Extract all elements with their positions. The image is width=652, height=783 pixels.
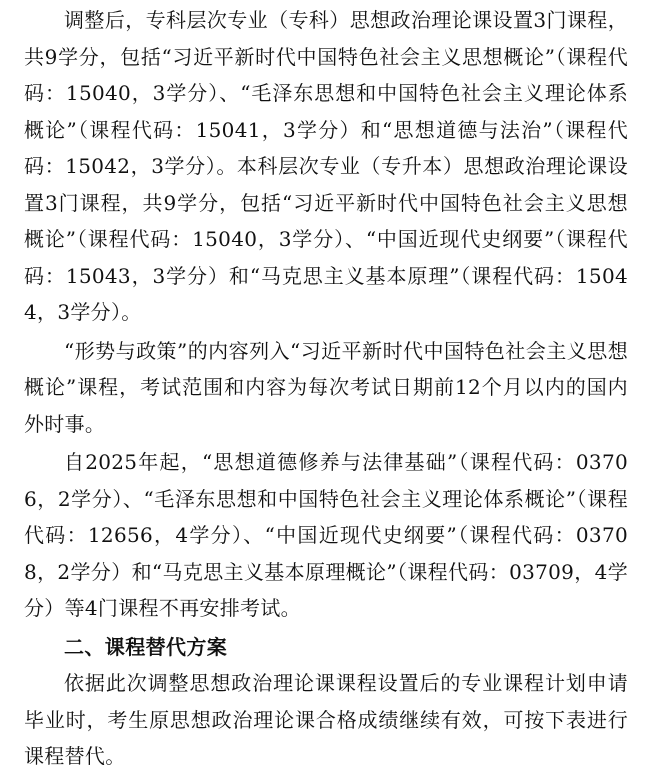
section-heading: 二、课程替代方案: [64, 634, 228, 659]
paragraph-situation-policy: “形势与政策”的内容列入“习近平新时代中国特色社会主义思想概论”课程，考试范围和内容为每次考试日期前12个月以内的国内外时事。: [24, 338, 628, 436]
document-body: [24, 2, 628, 777]
paragraph-discontinued-courses: 自2025年起，“思想道德修养与法律基础”（课程代码：03706，2学分）、“毛泽东思想和中国特色社会主义理论体系概论”（课程代码：12656，4学分）、“中国近现代史纲要”（课程代码：03708，2学分）和“马克思主义基本原理概论”（课程代码：03709，4学分）等4门课程不再安排考试。: [24, 450, 628, 620]
paragraph-course-settings: 调整后，专科层次专业（专科）思想政治理论课设置3门课程，共9学分，包括“习近平新时代中国特色社会主义思想概论”（课程代码：15040，3学分）、“毛泽东思想和中国特色社会主义理论体系概论”（课程代码：15041，3学分）和“思想道德与法治”（课程代码：15042，3学分）。本科层次专业（专升本）思想政治理论课设置3门课程，共9学分，包括“习近平新时代中国特色社会主义思想概论”（课程代码：15040，3学分）、“中国近现代史纲要”（课程代码：15043，3学分）和“马克思主义基本原理”（课程代码：15044，3学分）。: [24, 8, 628, 324]
paragraph-substitution: 依据此次调整思想政治理论课课程设置后的专业课程计划申请毕业时，考生原思想政治理论课合格成绩继续有效，可按下表进行课程替代。: [24, 671, 628, 768]
